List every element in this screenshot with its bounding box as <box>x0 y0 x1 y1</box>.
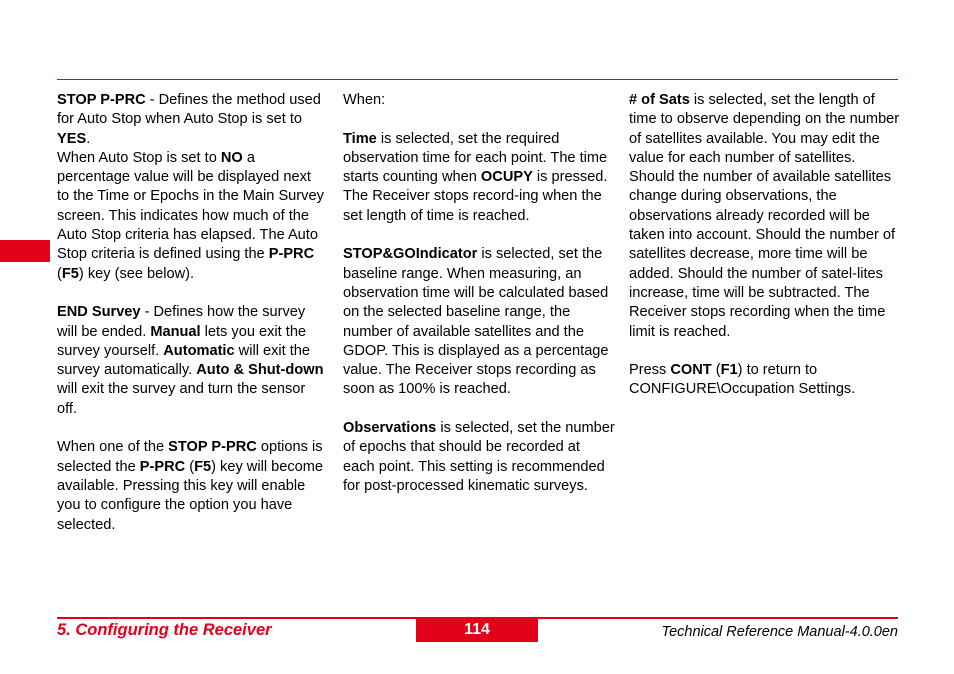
text: will exit the survey automatically. <box>57 342 311 379</box>
auto-stop-paragraph <box>57 149 327 284</box>
footer-section-title: 5. Configuring the Receiver <box>57 621 272 639</box>
term-f5: F5 <box>194 458 212 475</box>
term-time: Time <box>343 130 377 147</box>
term-observations: Observations <box>343 420 437 437</box>
text: lets you exit the survey yourself. <box>57 323 307 359</box>
term-pprc: P-PRC <box>139 458 186 475</box>
term-stop-pprc: STOP P-PRC <box>57 92 146 108</box>
time-paragraph <box>343 130 615 226</box>
text: ) key will become available. Pressing this key will enable you to configure the option you have selected. <box>57 458 324 533</box>
text: When Auto Stop is set to <box>57 149 221 166</box>
text: is selected, set the length of time to observe depending on the number of satellites available. You may edit the value for each number of satellites. Should the number of available satellites change during observations, the observations already recorded will be taken into account. Should the number of satellites decrease, more time will be added. Should the number of satel-lites increase, time will be subtracted. The Receiver stops recording when the time limit is reached. <box>629 92 900 340</box>
text: is selected, set the baseline range. When measuring, an observation time will be calculated based on the selected baseline range, the number of available satellites and the GDOP. This is displayed as a percentage value. The Receiver stops recording as soon as 100% is reached. <box>343 246 609 398</box>
column-middle <box>343 91 615 496</box>
text: - Defines how the survey will be ended. <box>57 304 306 340</box>
text: ) key (see below). <box>78 265 195 282</box>
column-right <box>629 91 901 400</box>
text: ( <box>57 265 62 282</box>
text: ( <box>711 362 721 379</box>
when-paragraph: When: <box>343 92 386 108</box>
observations-paragraph <box>343 419 615 496</box>
column-left <box>57 91 327 535</box>
text: - Defines the method used for Auto Stop when Auto Stop is set to <box>57 92 321 128</box>
text: ) to return to CONFIGURE\Occupation Settings. <box>629 362 856 398</box>
term-stop-pprc: STOP P-PRC <box>168 439 257 456</box>
term-end-survey: END Survey <box>57 304 141 321</box>
end-survey-paragraph <box>57 303 327 419</box>
term-f1: F1 <box>720 362 738 379</box>
term-yes: YES <box>57 130 87 147</box>
text: Press <box>629 362 671 379</box>
text: When one of the <box>57 439 169 456</box>
sats-paragraph <box>629 91 901 342</box>
term-num-sats: # of Sats <box>629 92 690 108</box>
term-pprc: P-PRC <box>268 246 315 263</box>
term-manual: Manual <box>150 323 201 340</box>
text: will exit the survey and turn the sensor off. <box>57 381 306 417</box>
term-automatic: Automatic <box>163 342 235 359</box>
stopgo-paragraph <box>343 245 615 399</box>
footer-manual-title: Technical Reference Manual-4.0.0en <box>661 624 898 640</box>
header-rule <box>57 79 898 80</box>
term-f5: F5 <box>61 265 79 282</box>
text: options is selected the <box>57 439 323 475</box>
term-no: NO <box>220 149 243 166</box>
text: is selected, set the number of epochs that should be recorded at each point. This setting is recommended for post-processed kinematic surveys. <box>343 420 615 494</box>
section-marker-tab <box>0 240 50 262</box>
text: a percentage value will be displayed next to the Time or Epochs in the Main Survey screen. This indicates how much of the Auto Stop criteria has elapsed. The Auto Stop criteria is defined using the <box>57 149 324 263</box>
term-cont: CONT <box>670 362 712 379</box>
term-stopgo-indicator: STOP&GOIndicator <box>343 246 478 263</box>
text: is pressed. The Receiver stops record-ing when the set length of time is reached. <box>343 169 608 224</box>
press-cont-paragraph <box>629 361 901 400</box>
term-ocupy: OCUPY <box>480 169 533 186</box>
text: is selected, set the required observation time for each point. The time starts counting when <box>343 130 608 186</box>
page-number: 114 <box>416 619 538 642</box>
term-auto-shutdown: Auto & Shut-down <box>196 362 324 379</box>
text: . <box>86 130 91 147</box>
stop-pprc-paragraph <box>57 91 327 149</box>
text: ( <box>185 458 195 475</box>
options-paragraph <box>57 438 327 534</box>
